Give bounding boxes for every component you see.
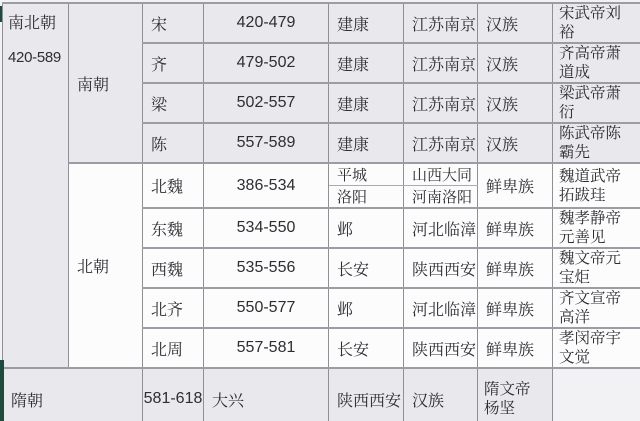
period-name: 南北朝 bbox=[8, 15, 57, 32]
table-row-song bbox=[3, 3, 640, 43]
years-cell: 557-581 bbox=[204, 328, 329, 368]
years-cell: 535-556 bbox=[204, 248, 329, 288]
location-cell: 江苏南京 bbox=[404, 83, 478, 123]
dynasty-table bbox=[2, 2, 640, 421]
ethnicity-cell: 汉族 bbox=[404, 368, 478, 421]
location-cell: 河北临漳 bbox=[404, 288, 478, 328]
dynasty-cell: 陈 bbox=[143, 123, 204, 163]
table-row-beiwei bbox=[3, 163, 640, 186]
location-cell: 江苏南京 bbox=[404, 43, 478, 83]
top-left-green-accent bbox=[0, 6, 2, 22]
years-cell: 581-618 bbox=[143, 368, 204, 421]
period-years: 420-589 bbox=[8, 49, 61, 66]
years-cell: 534-550 bbox=[204, 208, 329, 248]
capital-cell: 邺 bbox=[329, 208, 404, 248]
southern-group-cell: 南朝 bbox=[69, 3, 143, 163]
capital-cell: 大兴 bbox=[204, 368, 329, 421]
founder-cell: 魏道武帝拓跋珪 bbox=[553, 163, 640, 208]
founder-cell: 魏孝静帝元善见 bbox=[553, 208, 640, 248]
capital-cell: 建康 bbox=[329, 3, 404, 43]
dynasty-cell: 东魏 bbox=[143, 208, 204, 248]
capital-cell: 建康 bbox=[329, 123, 404, 163]
capital-cell: 洛阳 bbox=[329, 186, 404, 209]
ethnicity-cell: 汉族 bbox=[478, 83, 553, 123]
founder-cell: 齐高帝萧道成 bbox=[553, 43, 640, 83]
ethnicity-cell: 汉族 bbox=[478, 43, 553, 83]
ethnicity-cell: 鲜卑族 bbox=[478, 288, 553, 328]
founder-cell: 宋武帝刘裕 bbox=[553, 3, 640, 43]
location-cell: 河南洛阳 bbox=[404, 186, 478, 209]
northern-group-cell: 北朝 bbox=[69, 163, 143, 368]
location-cell: 山西大同 bbox=[404, 163, 478, 186]
capital-cell: 建康 bbox=[329, 43, 404, 83]
years-cell: 479-502 bbox=[204, 43, 329, 83]
dynasty-cell: 齐 bbox=[143, 43, 204, 83]
founder-cell: 孝闵帝宇文觉 bbox=[553, 328, 640, 368]
ethnicity-cell: 鲜卑族 bbox=[478, 208, 553, 248]
years-cell: 420-479 bbox=[204, 3, 329, 43]
capital-cell: 长安 bbox=[329, 328, 404, 368]
founder-cell: 魏文帝元宝炬 bbox=[553, 248, 640, 288]
capital-cell: 平城 bbox=[329, 163, 404, 186]
location-cell: 陕西西安 bbox=[404, 248, 478, 288]
sui-name-cell: 隋朝 bbox=[3, 368, 143, 421]
dynasty-cell: 西魏 bbox=[143, 248, 204, 288]
founder-cell: 齐文宣帝高洋 bbox=[553, 288, 640, 328]
years-cell: 386-534 bbox=[204, 163, 329, 208]
capital-cell: 建康 bbox=[329, 83, 404, 123]
founder-cell: 隋文帝杨坚 bbox=[478, 368, 553, 421]
capital-cell: 邺 bbox=[329, 288, 404, 328]
dynasty-cell: 北魏 bbox=[143, 163, 204, 208]
years-cell: 502-557 bbox=[204, 83, 329, 123]
founder-cell: 陈武帝陈霸先 bbox=[553, 123, 640, 163]
period-cell bbox=[3, 3, 69, 368]
ethnicity-cell: 汉族 bbox=[478, 123, 553, 163]
ethnicity-cell: 鲜卑族 bbox=[478, 248, 553, 288]
ethnicity-cell: 鲜卑族 bbox=[478, 328, 553, 368]
ethnicity-cell: 汉族 bbox=[478, 3, 553, 43]
sui-row-green-accent bbox=[0, 360, 4, 421]
dynasty-cell: 宋 bbox=[143, 3, 204, 43]
capital-cell: 长安 bbox=[329, 248, 404, 288]
dynasty-cell: 北周 bbox=[143, 328, 204, 368]
location-cell: 河北临漳 bbox=[404, 208, 478, 248]
location-cell: 陕西西安 bbox=[404, 328, 478, 368]
location-cell: 江苏南京 bbox=[404, 3, 478, 43]
dynasty-cell: 北齐 bbox=[143, 288, 204, 328]
location-cell: 江苏南京 bbox=[404, 123, 478, 163]
location-cell: 陕西西安 bbox=[329, 368, 404, 421]
table-row-sui bbox=[3, 368, 640, 421]
years-cell: 550-577 bbox=[204, 288, 329, 328]
years-cell: 557-589 bbox=[204, 123, 329, 163]
dynasty-cell: 梁 bbox=[143, 83, 204, 123]
founder-cell: 梁武帝萧衍 bbox=[553, 83, 640, 123]
ethnicity-cell: 鲜卑族 bbox=[478, 163, 553, 208]
